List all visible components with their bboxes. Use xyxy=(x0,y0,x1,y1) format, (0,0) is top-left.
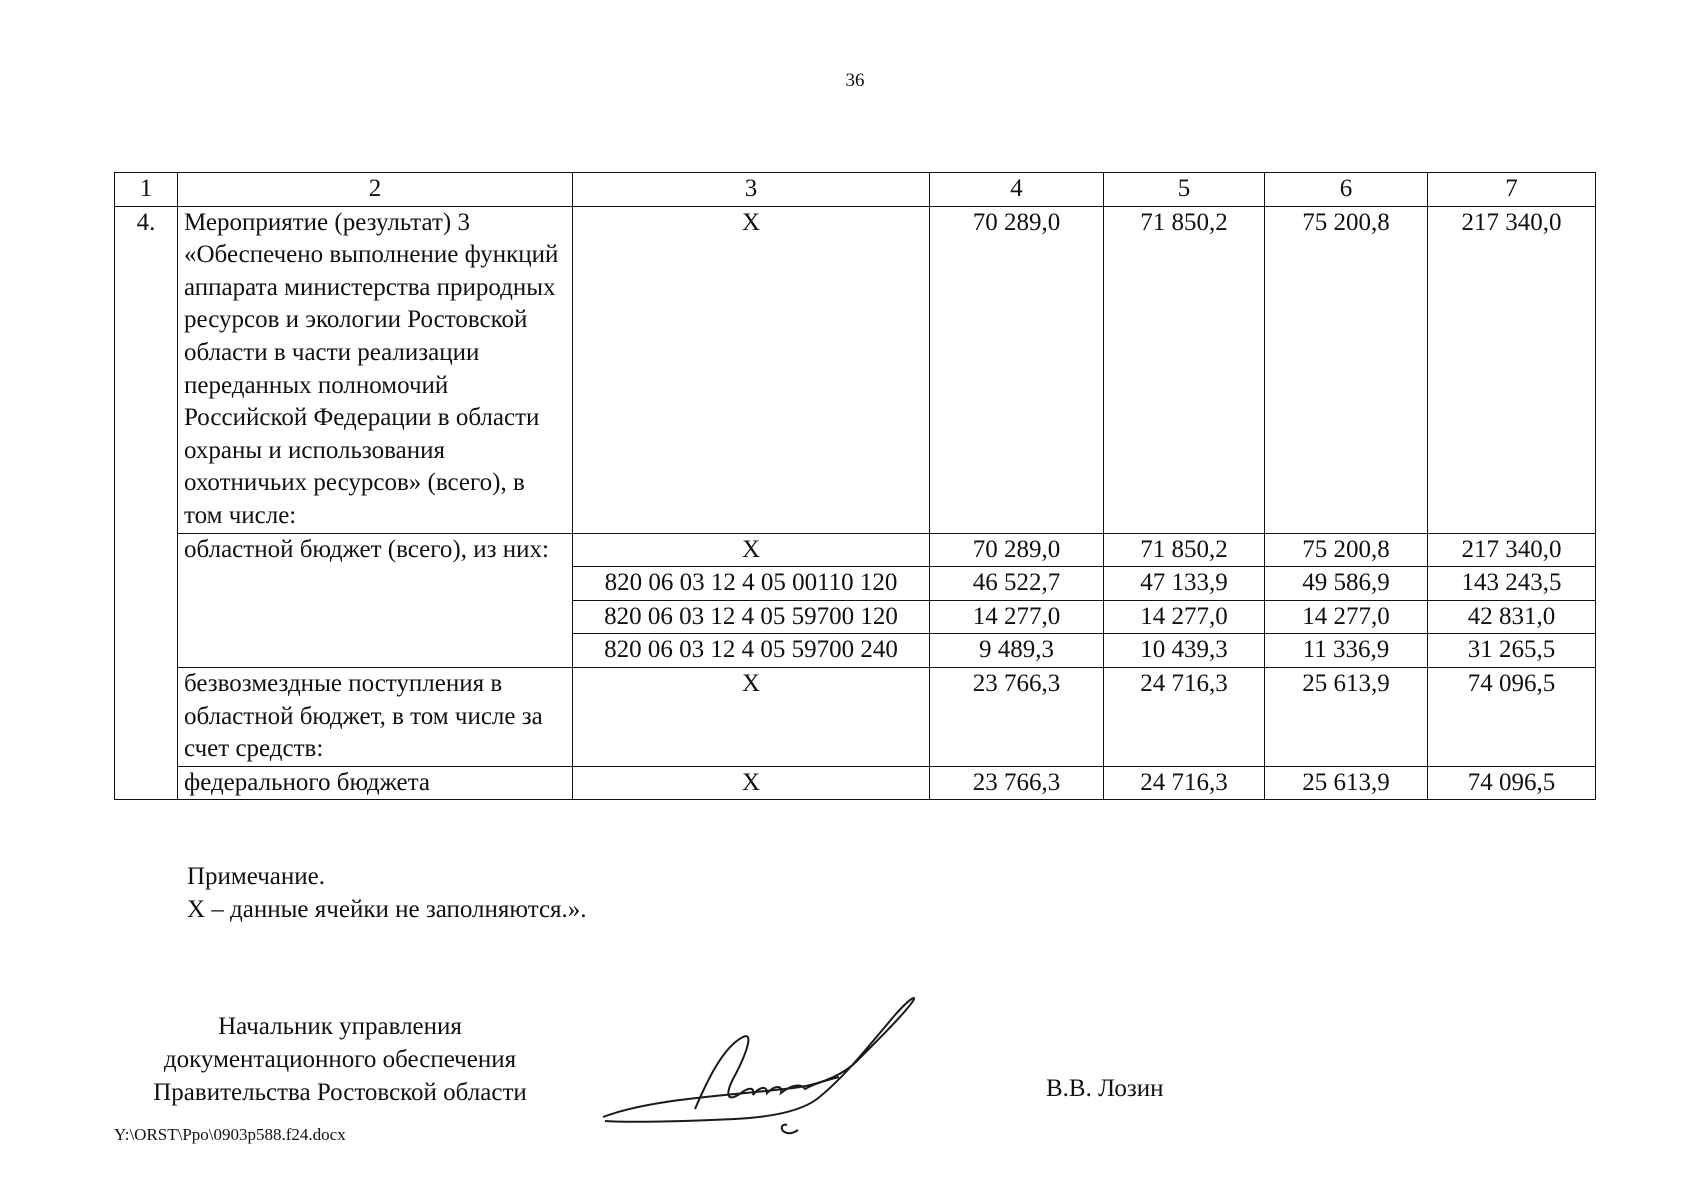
note-block xyxy=(187,860,587,926)
page-number: 36 xyxy=(845,70,865,91)
header-cell: 6 xyxy=(1265,173,1428,207)
budget-code: 820 06 03 12 4 05 59700 120 xyxy=(573,600,930,634)
value-col5: 71 850,2 xyxy=(1104,206,1265,533)
measure-description: Мероприятие (результат) 3 «Обеспечено выполнение функций аппарата министерства природных ресурсов и экологии Ростовской области в части реализации переданных полномочий Российской Федерации в области охраны и использования охотничьих ресурсов» (всего), в том числе: xyxy=(178,206,573,533)
value-col4: 23 766,3 xyxy=(930,766,1104,800)
value-col6: 25 613,9 xyxy=(1265,667,1428,766)
value-col5: 71 850,2 xyxy=(1104,533,1265,567)
position-line: Начальник управления xyxy=(218,1013,462,1040)
table-row xyxy=(115,206,1596,533)
value-col6: 11 336,9 xyxy=(1265,634,1428,668)
value-col4: 9 489,3 xyxy=(930,634,1104,668)
regional-budget-label: областной бюджет (всего), из них: xyxy=(178,533,573,667)
signatory-name: В.В. Лозин xyxy=(1046,1075,1164,1102)
budget-code: X xyxy=(573,533,930,567)
handwritten-signature xyxy=(595,995,925,1140)
value-col7: 143 243,5 xyxy=(1428,567,1596,601)
value-col4: 23 766,3 xyxy=(930,667,1104,766)
header-cell: 3 xyxy=(573,173,930,207)
value-col7: 217 340,0 xyxy=(1428,533,1596,567)
value-col7: 217 340,0 xyxy=(1428,206,1596,533)
value-col6: 25 613,9 xyxy=(1265,766,1428,800)
value-col4: 70 289,0 xyxy=(930,533,1104,567)
federal-budget-label: федерального бюджета xyxy=(178,766,573,800)
budget-code: 820 06 03 12 4 05 59700 240 xyxy=(573,634,930,668)
value-col6: 75 200,8 xyxy=(1265,206,1428,533)
budget-code: X xyxy=(573,766,930,800)
table-row xyxy=(115,667,1596,766)
value-col6: 75 200,8 xyxy=(1265,533,1428,567)
header-cell: 1 xyxy=(115,173,178,207)
header-cell: 7 xyxy=(1428,173,1596,207)
budget-code: X xyxy=(573,206,930,533)
file-path: Y:\ORST\Ppo\0903p588.f24.docx xyxy=(114,1125,346,1144)
value-col4: 70 289,0 xyxy=(930,206,1104,533)
header-cell: 2 xyxy=(178,173,573,207)
table-row xyxy=(115,533,1596,567)
note-text: X – данные ячейки не заполняются.». xyxy=(187,896,587,923)
value-col5: 10 439,3 xyxy=(1104,634,1265,668)
value-col6: 14 277,0 xyxy=(1265,600,1428,634)
note-title: Примечание. xyxy=(187,863,326,890)
table-row xyxy=(115,766,1596,800)
row-number: 4. xyxy=(115,206,178,800)
position-line: документационного обеспечения xyxy=(163,1046,517,1073)
value-col4: 14 277,0 xyxy=(930,600,1104,634)
table-header-row xyxy=(115,173,1596,207)
signatory-position xyxy=(105,1010,575,1109)
value-col7: 31 265,5 xyxy=(1428,634,1596,668)
budget-table xyxy=(114,172,1596,800)
value-col5: 14 277,0 xyxy=(1104,600,1265,634)
gratuitous-receipts-label: безвозмездные поступления в областной бюджет, в том числе за счет средств: xyxy=(178,667,573,766)
budget-code: X xyxy=(573,667,930,766)
value-col5: 24 716,3 xyxy=(1104,667,1265,766)
value-col4: 46 522,7 xyxy=(930,567,1104,601)
header-cell: 5 xyxy=(1104,173,1265,207)
value-col7: 42 831,0 xyxy=(1428,600,1596,634)
value-col6: 49 586,9 xyxy=(1265,567,1428,601)
value-col7: 74 096,5 xyxy=(1428,667,1596,766)
header-cell: 4 xyxy=(930,173,1104,207)
value-col5: 47 133,9 xyxy=(1104,567,1265,601)
budget-code: 820 06 03 12 4 05 00110 120 xyxy=(573,567,930,601)
position-line: Правительства Ростовской области xyxy=(153,1079,527,1106)
value-col7: 74 096,5 xyxy=(1428,766,1596,800)
value-col5: 24 716,3 xyxy=(1104,766,1265,800)
